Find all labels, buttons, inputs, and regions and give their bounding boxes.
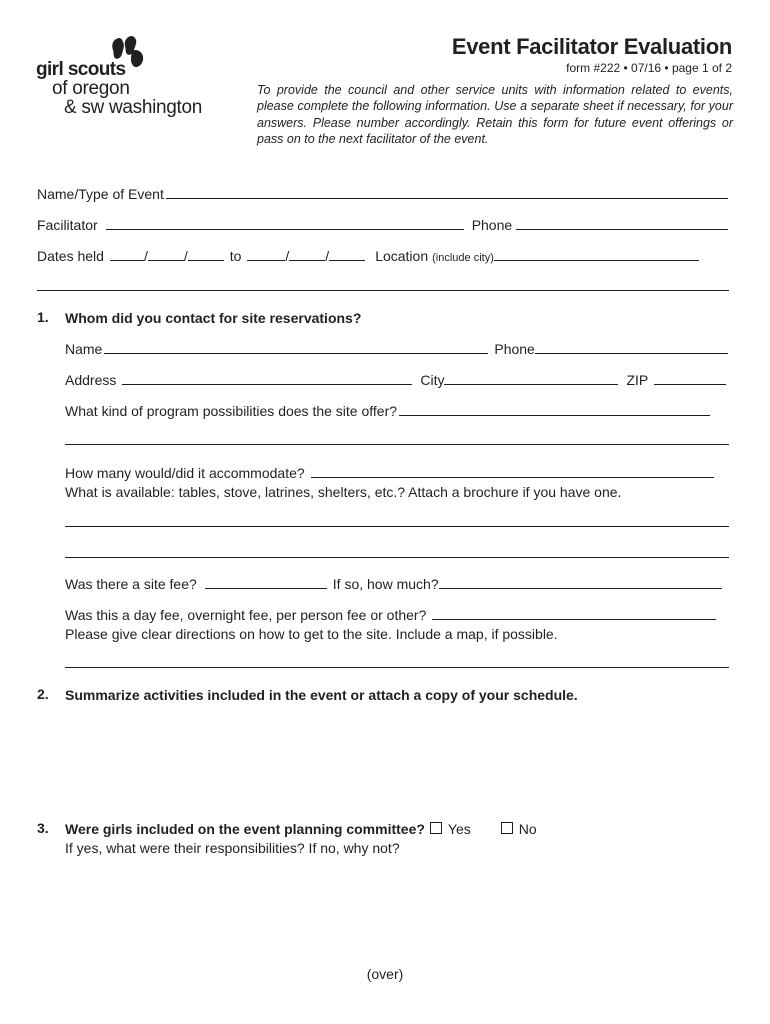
page-title: Event Facilitator Evaluation: [451, 34, 732, 59]
program-label: What kind of program possibilities does the site offer?: [65, 403, 398, 419]
site-fee-label: Was there a site fee?: [65, 576, 197, 592]
city-field[interactable]: [444, 384, 618, 385]
address-label: Address: [65, 372, 117, 388]
contact-name-label: Name: [65, 341, 103, 357]
end-day-field[interactable]: [289, 260, 325, 261]
date-separator: /: [285, 248, 290, 264]
how-much-field[interactable]: [439, 588, 722, 589]
site-fee-field[interactable]: [205, 588, 327, 589]
available-field-line-2[interactable]: [65, 557, 729, 558]
zip-label: ZIP: [626, 372, 649, 388]
address-field[interactable]: [122, 384, 412, 385]
logo-text-girl-scouts: girl scouts: [36, 59, 126, 80]
end-month-field[interactable]: [247, 260, 285, 261]
contact-phone-label: Phone: [494, 341, 535, 357]
yes-checkbox[interactable]: [430, 822, 442, 834]
yes-label: Yes: [447, 821, 471, 837]
end-year-field[interactable]: [329, 260, 365, 261]
dates-held-label: Dates held: [37, 248, 104, 264]
date-separator: /: [183, 248, 188, 264]
facilitator-field[interactable]: [106, 229, 464, 230]
start-day-field[interactable]: [148, 260, 184, 261]
contact-phone-field[interactable]: [535, 353, 728, 354]
accommodate-label: How many would/did it accommodate?: [65, 465, 305, 481]
location-field[interactable]: [494, 260, 699, 261]
logo-text-sw-washington: & sw washington: [64, 97, 203, 118]
facilitator-phone-field[interactable]: [516, 229, 728, 230]
location-field-continued[interactable]: [37, 290, 729, 291]
how-much-label: If so, how much?: [332, 576, 439, 592]
section-1-number: 1.: [37, 309, 49, 325]
directions-text: Please give clear directions on how to get to the site. Include a map, if possible.: [65, 626, 558, 642]
section-3-number: 3.: [37, 820, 49, 836]
start-month-field[interactable]: [110, 260, 144, 261]
date-separator: /: [325, 248, 330, 264]
logo-text-of-oregon: of oregon: [52, 78, 130, 99]
section-3-question: Were girls included on the event planning committee?: [65, 821, 425, 837]
section-2-number: 2.: [37, 686, 49, 702]
section-1-question: Whom did you contact for site reservations?: [65, 310, 362, 326]
name-type-field[interactable]: [166, 198, 728, 199]
contact-name-field[interactable]: [104, 353, 488, 354]
directions-field[interactable]: [65, 667, 729, 668]
section-3-followup: If yes, what were their responsibilities? If no, why not?: [65, 840, 400, 856]
zip-field[interactable]: [654, 384, 726, 385]
intro-text: To provide the council and other service units with information related to events, please complete the following information. Use a separate sheet if necessary, for your answers. Please number accordingly. Retain this form for future event offerings or pass on to the next facilitator of the event.: [257, 83, 733, 146]
facilitator-label: Facilitator: [37, 217, 98, 233]
section-2-question: Summarize activities included in the event or attach a copy of your schedule.: [65, 687, 578, 703]
available-field-line-1[interactable]: [65, 526, 729, 527]
no-label: No: [518, 821, 537, 837]
date-separator: /: [143, 248, 148, 264]
form-info: form #222 • 07/16 • page 1 of 2: [566, 61, 732, 75]
over-note: (over): [366, 966, 404, 982]
to-label: to: [229, 248, 242, 264]
facilitator-phone-label: Phone: [471, 217, 513, 233]
fee-type-label: Was this a day fee, overnight fee, per person fee or other?: [65, 607, 427, 623]
accommodate-field[interactable]: [311, 477, 714, 478]
no-checkbox[interactable]: [501, 822, 513, 834]
location-label: Location: [375, 248, 429, 264]
city-label: City: [420, 372, 445, 388]
include-city-note: (include city): [432, 252, 494, 264]
program-field[interactable]: [399, 415, 710, 416]
available-text: What is available: tables, stove, latrines, shelters, etc.? Attach a brochure if you have one.: [65, 484, 622, 500]
program-field-continued[interactable]: [65, 444, 729, 445]
start-year-field[interactable]: [188, 260, 224, 261]
name-type-label: Name/Type of Event: [37, 186, 164, 202]
fee-type-field[interactable]: [432, 619, 716, 620]
